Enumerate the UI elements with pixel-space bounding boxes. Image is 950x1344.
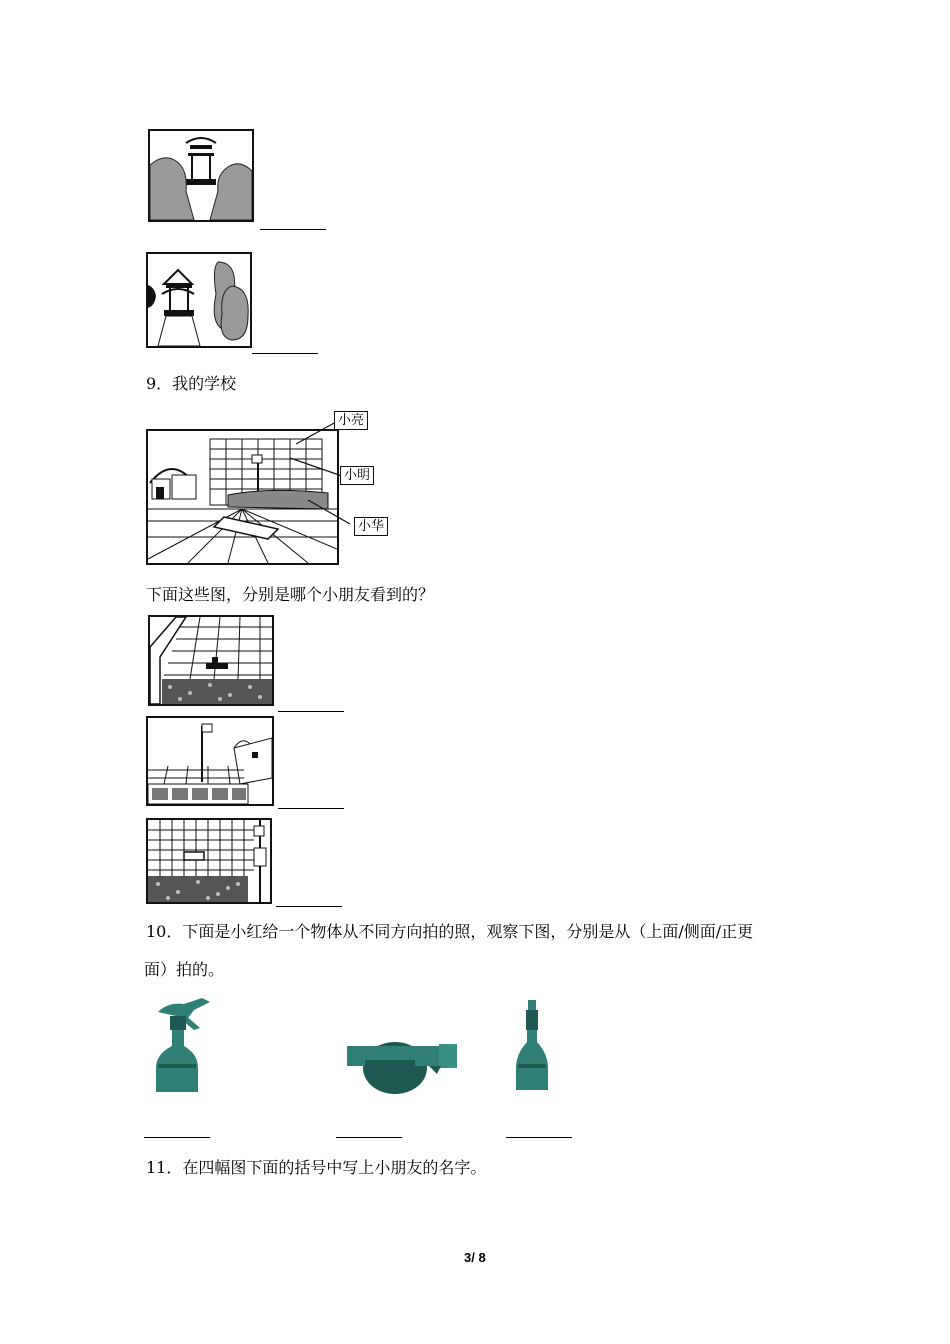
answer-blank-photo-3[interactable] xyxy=(506,1137,572,1138)
question-10-line-1: 10．下面是小红给一个物体从不同方向拍的照，观察下图，分别是从（上面/侧面/正更 xyxy=(146,922,754,941)
spray-bottle-top-image xyxy=(345,1038,465,1098)
view-image-1 xyxy=(148,615,274,706)
pavilion-image-2 xyxy=(146,252,252,348)
answer-blank-photo-2[interactable] xyxy=(336,1137,402,1138)
pavilion-image-1 xyxy=(148,129,254,222)
spray-bottle-front-image xyxy=(512,998,552,1098)
answer-blank-view-3[interactable] xyxy=(276,906,342,907)
answer-blank-view-2[interactable] xyxy=(278,808,344,809)
answer-blank-photo-1[interactable] xyxy=(144,1137,210,1138)
answer-blank-pavilion-2[interactable] xyxy=(252,353,318,354)
question-11-title: 11．在四幅图下面的括号中写上小朋友的名字。 xyxy=(146,1158,487,1177)
answer-blank-pavilion-1[interactable] xyxy=(260,229,326,230)
question-10-line-2: 面）拍的。 xyxy=(144,960,225,979)
question-9-prompt: 下面这些图，分别是哪个小朋友看到的？ xyxy=(146,585,435,604)
question-9-title: 9．我的学校 xyxy=(146,374,237,393)
page-number: 3/ 8 xyxy=(464,1250,486,1265)
answer-blank-view-1[interactable] xyxy=(278,711,344,712)
spray-bottle-side-image xyxy=(148,998,218,1098)
view-image-2 xyxy=(146,716,274,806)
label-xiaoming: 小明 xyxy=(340,466,374,485)
view-image-3 xyxy=(146,818,272,904)
label-xiaoliang: 小亮 xyxy=(334,411,368,430)
label-xiaohua: 小华 xyxy=(354,517,388,536)
